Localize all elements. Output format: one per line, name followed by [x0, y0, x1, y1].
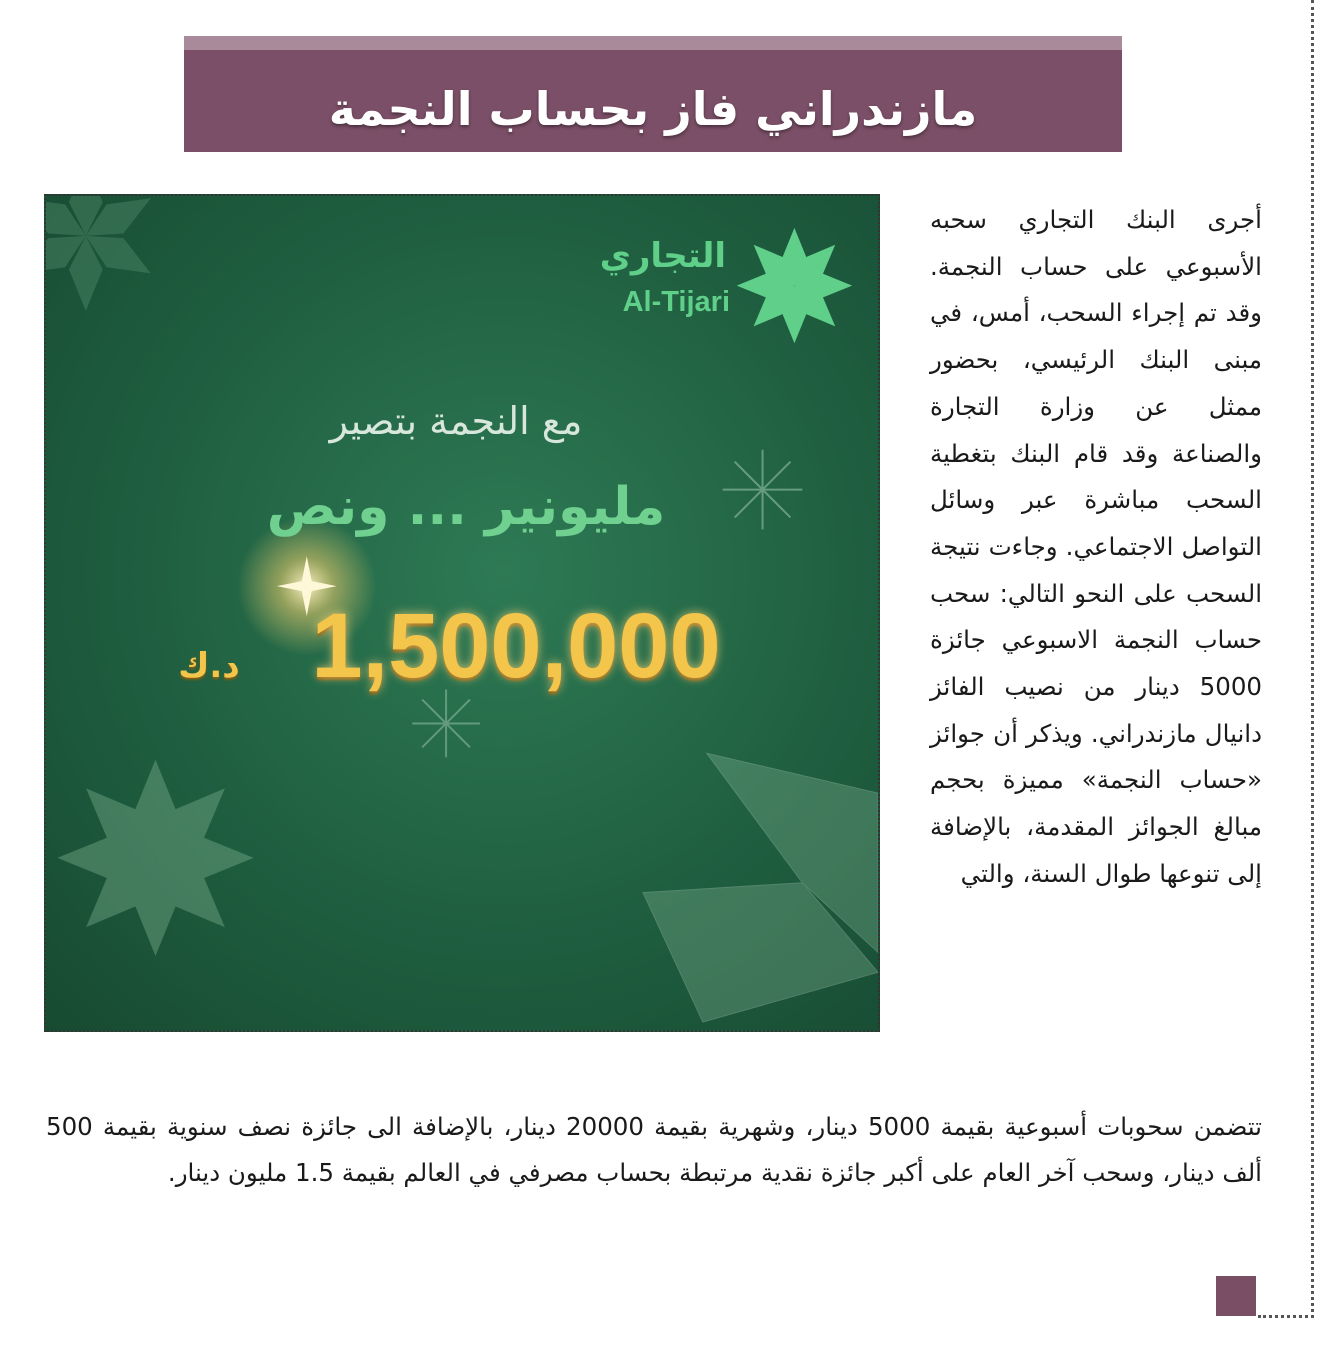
headline-banner: [184, 36, 1122, 152]
snowflake-icon: [723, 450, 803, 530]
headline: مازندراني فاز بحساب النجمة: [328, 82, 978, 136]
article-body-column: أجرى البنك التجاري سحبه الأسبوعي على حساب النجمة. وقد تم إجراء السحب، أمس، في مبنى البنك الرئيسي، بحضور ممثل عن وزارة التجارة والصناعة وقد قام البنك بتغطية السحب مباشرة عبر وسائل التواصل الاجتماعي. وجاءت نتيجة السحب على النحو التالي: سحب حساب النجمة الاسبوعي جائزة 5000 دينار من نصيب الفائز دانيال مازندراني. ويذكر أن جوائز «حساب النجمة» مميزة بحجم مبالغ الجوائز المقدمة، بالإضافة إلى تنوعها طوال السنة، والتي: [930, 205, 1262, 888]
headline-stripe: [184, 36, 1122, 50]
advertisement-image: [44, 194, 880, 1032]
page-border-dotted-vertical: [1311, 0, 1314, 1318]
article-body-continuation: تتضمن سحوبات أسبوعية بقيمة 5000 دينار، وشهرية بقيمة 20000 دينار، بالإضافة الى جائزة نصف سنوية بقيمة 500 ألف دينار، وسحب آخر العام على أكبر جائزة نقدية مرتبطة بحساب مصرفي في العالم بقيمة 1.5 مليون دينار.: [46, 1112, 1262, 1187]
decorative-star-icon: [46, 196, 159, 311]
brand-logo-english: Al-Tijari: [622, 286, 730, 318]
currency-label: د.ك: [178, 646, 240, 686]
section-end-marker: [1216, 1276, 1256, 1316]
decorative-star-icon: [57, 760, 253, 956]
al-tijari-star-logo-icon: [737, 228, 852, 343]
page-border-dotted-horizontal: [1258, 1315, 1314, 1318]
snowflake-icon: [412, 690, 480, 758]
crystal-shard-icon: [643, 753, 878, 1022]
ad-tagline: مع النجمة بتصير: [329, 399, 583, 443]
ad-headline: مليونير ... ونص: [266, 477, 666, 537]
brand-logo-arabic: التجاري: [599, 236, 726, 276]
prize-amount: 1,500,000: [311, 595, 721, 697]
